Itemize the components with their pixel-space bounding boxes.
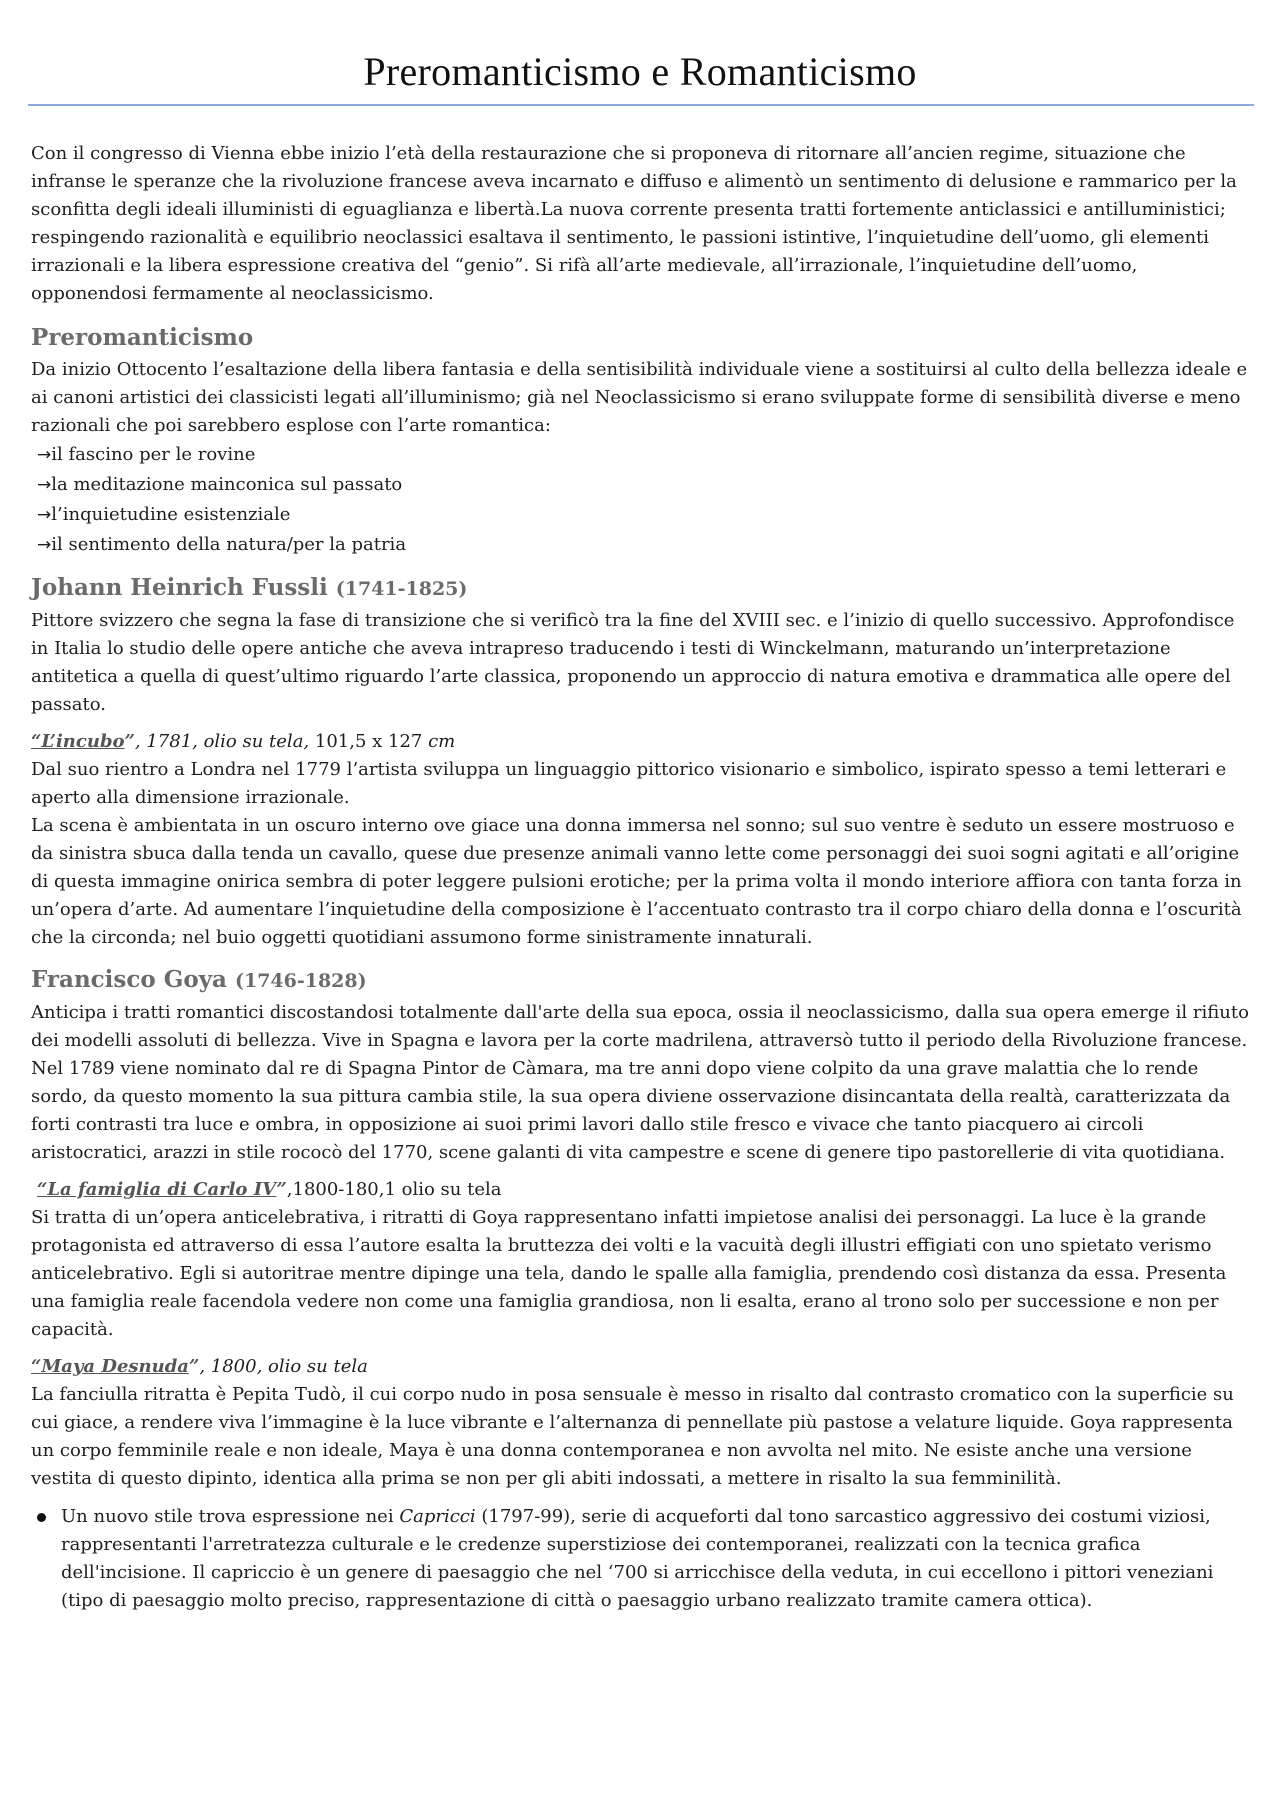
document-body [31, 140, 1253, 1615]
goya-name: Francisco Goya [31, 966, 227, 993]
intro-paragraph: Con il congresso di Vienna ebbe inizio l’età della restaurazione che si proponeva di ritornare all’ancien regime, situazione che infranse le speranze che la rivoluzione francese aveva incarnato e diffuso e alimentò un sentimento di delusione e rammarico per la sconfitta degli ideali illuministi di eguaglianza e libertà.La nuova corrente presenta tratti fortemente anticlassici e antilluministici; respingendo razionalità e equilibrio neoclassici esaltava il sentimento, le passioni istintive, l’inquietudine dell’uomo, gli elementi irrazionali e la libera espressione creativa del “genio”. Si rifà all’arte medievale, all’irrazionale, l’inquietudine dell’uomo, opponendosi fermamente al neoclassicismo. [31, 143, 1237, 304]
arrow-list-item-text: il fascino per le rovine [51, 444, 256, 465]
incubo-work-heading [31, 728, 1253, 756]
bullet-text-emphasis: Capricci [399, 1506, 476, 1527]
bullet-icon [37, 1513, 46, 1522]
arrow-list-item-text: la meditazione mainconica sul passato [51, 474, 403, 495]
fussli-years: (1741-1825) [335, 578, 468, 600]
preromanticismo-paragraph: Da inizio Ottocento l’esaltazione della libera fantasia e della sentisibilità individuale viene a sostituirsi al culto della bellezza ideale e ai canoni artistici dei classicisti legati all’illuminismo; già nel Neoclassicismo si erano sviluppate forme di sensibilità diverse e meno razionali che poi sarebbero esplose con l’arte romantica: [31, 359, 1248, 436]
incubo-paragraph-2: La scena è ambientata in un oscuro interno ove giace una donna immersa nel sonno; sul suo ventre è seduto un essere mostruoso e da sinistra sbuca dalla tenda un cavallo, quese due presenze animali vanno lette come personaggi dei suoi sogni agitati e all’origine di questa immagine onirica sembra di poter leggere pulsioni erotiche; per la prima volta il mondo interiore affiora con tanta forza in un’opera d’arte. Ad aumentare l’inquietudine della composizione è l’accentuato contrasto tra il corpo chiaro della donna e l’oscurità che la circonda; nel buio oggetti quotidiani assumono forme sinistramente innaturali. [31, 815, 1242, 948]
incubo-paragraph-1: Dal suo rientro a Londra nel 1779 l’artista sviluppa un linguaggio pittorico visionario e simbolico, ispirato spesso a temi letterari e aperto alla dimensione irrazionale. [31, 759, 1227, 808]
fussli-heading [31, 570, 1253, 607]
goya-paragraph: Anticipa i tratti romantici discostandosi totalmente dall'arte della sua epoca, ossia il neoclassicismo, dalla sua opera emerge il rifiuto dei modelli assoluti di bellezza. Vive in Spagna e lavora per la corte madrilena, attraversò tutto il periodo della Rivoluzione francese. Nel 1789 viene nominato dal re di Spagna Pintor de Càmara, ma tre anni dopo viene colpito da una grave malattia che lo rende sordo, da questo momento la sua pittura cambia stile, la sua opera diviene osservazione disincantata della realtà, caratterizzata da forti contrasti tra luce e ombra, in opposizione ai suoi primi lavori dallo stile fresco e vivace che tanto piacquero ai circoli aristocratici, arazzi in stile rococò del 1770, scene galanti di vita campestre e scene di genere tipo pastorellerie di vita quotidiana. [31, 1002, 1249, 1163]
maya-work-heading [31, 1353, 1253, 1381]
maya-details: , 1800, olio su tela [199, 1356, 368, 1377]
bullet-text-before: Un nuovo stile trova espressione nei [61, 1506, 400, 1527]
maya-quote-close: ” [188, 1356, 200, 1377]
carlo-work-heading [31, 1176, 1253, 1204]
arrow-list-item [31, 440, 1253, 470]
incubo-quote-open: “ [31, 731, 42, 752]
carlo-details: ,1800-180,1 olio su tela [286, 1179, 502, 1200]
incubo-size: 101,5 x 127 [309, 731, 429, 752]
fussli-paragraph: Pittore svizzero che segna la fase di transizione che si verificò tra la fine del XVIII sec. e l’inizio di quello successivo. Approfondisce in Italia lo studio delle opere antiche che aveva intrapreso traducendo i testi di Winckelmann, maturando un’interpretazione antitetica a quella di quest’ultimo riguardo l’arte classica, proponendo un approccio di natura emotiva e drammatica alle opere del passato. [31, 610, 1235, 715]
incubo-quote-close: ” [124, 731, 135, 752]
bullet-list [31, 1503, 1253, 1615]
title-underline [28, 104, 1254, 106]
arrow-list-item-text: l’inquietudine esistenziale [51, 504, 291, 525]
goya-years: (1746-1828) [234, 970, 367, 992]
carlo-quote-close: ” [276, 1179, 287, 1200]
arrow-list-item [31, 470, 1253, 500]
carlo-paragraph: Si tratta di un’opera anticelebrativa, i ritratti di Goya rappresentano infatti impietose analisi dei personaggi. La luce è la grande protagonista ed attraverso di essa l’autore esalta la bruttezza dei volti e la vacuità degli illustri effigiati con uno spietato verismo anticelebrativo. Egli si autoritrae mentre dipinge una tela, dando le spalle alla famiglia, prendendo così distanza da essa. Presenta una famiglia reale facendola vedere non come una famiglia grandiosa, non li esalta, erano al trono solo per successione e non per capacità. [31, 1207, 1227, 1340]
document-title: Preromanticismo e Romanticismo [363, 49, 917, 94]
incubo-title: L’incubo [41, 731, 125, 752]
bullet-text-after: (1797-99), serie di acqueforti dal tono sarcastico aggressivo dei costumi viziosi, rappresentanti l'arretratezza culturale e le credenze superstiziose dei contemporanei, realizzati con la tecnica grafica dell'incisione. Il capriccio è un genere di paesaggio che nel ‘700 si arricchisce della veduta, in cui eccellono i pittori veneziani (tipo di paesaggio molto preciso, rappresentazione di città o paesaggio urbano realizzato tramite camera ottica). [61, 1506, 1214, 1611]
carlo-title: La famiglia di Carlo IV [47, 1179, 277, 1200]
carlo-quote-open: “ [37, 1179, 48, 1200]
arrow-list-item-text: il sentimento della natura/per la patria [51, 534, 407, 555]
arrow-icon: → [37, 535, 52, 555]
preromanticismo-heading: Preromanticismo [31, 324, 254, 351]
arrow-icon: → [37, 445, 52, 465]
bullet-list-item [31, 1503, 1253, 1615]
maya-paragraph: La fanciulla ritratta è Pepita Tudò, il cui corpo nudo in posa sensuale è messo in risalto dal contrasto cromatico con la superficie su cui giace, a rendere viva l’immagine è la luce vibrante e l’alternanza di pennellate più pastose a velature liquide. Goya rappresenta un corpo femminile reale e non ideale, Maya è una donna contemporanea e non avvolta nel mito. Ne esiste anche una versione vestita di questo dipinto, identica alla prima se non per gli abiti indossati, a mettere in risalto la sua femminilità. [31, 1384, 1234, 1489]
goya-heading [31, 962, 1253, 999]
arrow-list-item [31, 500, 1253, 530]
maya-title: Maya Desnuda [41, 1356, 189, 1377]
maya-quote-open: “ [31, 1356, 42, 1377]
arrow-icon: → [37, 475, 52, 495]
fussli-name: Johann Heinrich Fussli [31, 574, 328, 601]
incubo-details: , 1781, olio su tela, [134, 731, 310, 752]
arrow-list-item [31, 530, 1253, 560]
arrow-icon: → [37, 505, 52, 525]
incubo-unit: cm [428, 731, 456, 752]
